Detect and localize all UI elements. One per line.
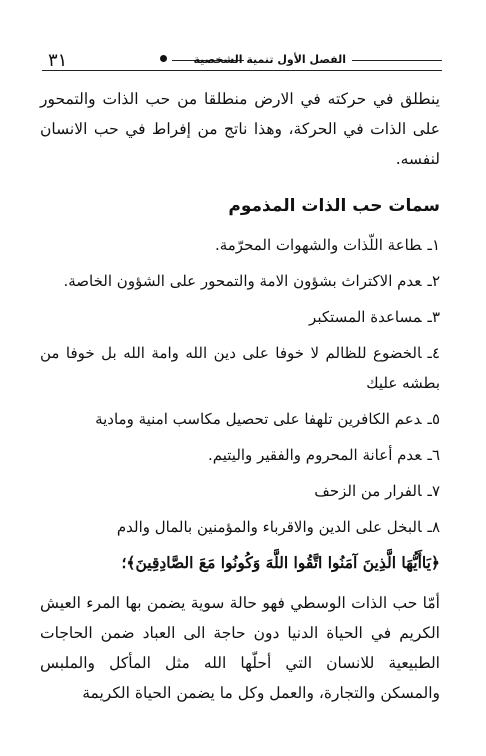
quran-verse: ﴿يَاأَيُّهَا الَّذِينَ آمَنُوا اتَّقُوا اللَّهَ وَكُونُوا مَعَ الصَّادِقِينَ﴾؛	[121, 553, 440, 572]
page-number: ٣١	[48, 50, 68, 71]
list-item	[40, 512, 440, 542]
traits-list	[40, 230, 440, 542]
header-bullet-icon	[160, 55, 167, 62]
item-number: ٤ـ	[427, 344, 440, 362]
item-text: طاعة اللّذات والشهوات المحرّمة.	[214, 236, 422, 254]
item-number: ٢ـ	[427, 272, 440, 290]
item-text: عدم أعانة المحروم والفقير واليتيم.	[207, 446, 422, 464]
item-text: الخضوع للظالم لا خوفا على دين الله وامة الله بل خوفا من بطشه عليك	[40, 344, 440, 392]
intro-paragraph: ينطلق في حركته في الارض منطلقا من حب الذات والتمحور على الذات في الحركة، وهذا ناتج من إفراط في حب الانسان لنفسه.	[40, 90, 440, 168]
item-text: عدم الاكتراث بشؤون الامة والتمحور على الشؤون الخاصة.	[63, 272, 422, 290]
item-text: البخل على الدين والاقرباء والمؤمنين بالمال والدم	[116, 518, 422, 536]
list-item	[40, 266, 440, 296]
chapter-title: الفصل الأول تنمية الشخصية	[193, 53, 346, 66]
item-number: ١ـ	[427, 236, 440, 254]
header-divider	[352, 60, 442, 61]
item-number: ٣ـ	[427, 308, 440, 326]
list-item	[40, 338, 440, 398]
item-number: ٦ـ	[427, 446, 440, 464]
running-header	[42, 52, 442, 74]
item-text: مساعدة المستكبر	[309, 308, 422, 326]
item-text: دعم الكافرين تلهفا على تحصيل مكاسب امنية ومادية	[95, 410, 422, 428]
list-item	[40, 440, 440, 470]
item-number: ٧ـ	[427, 482, 440, 500]
item-number: ٨ـ	[427, 518, 440, 536]
page-content	[40, 84, 440, 708]
list-item	[40, 230, 440, 260]
list-item	[40, 476, 440, 506]
item-number: ٥ـ	[427, 410, 440, 428]
item-text: الفرار من الزحف	[314, 482, 422, 500]
list-item	[40, 302, 440, 332]
closing-paragraph: أمّا حب الذات الوسطي فهو حالة سوية يضمن بها المرء العيش الكريم في الحياة الدنيا دون حاجة الى العباد ضمن الحاجات الطبيعية للانسان التي أحلّها الله مثل المأكل والملبس والمسكن والتجارة، والعمل وكل ما يضمن الحياة الكريمة	[40, 594, 440, 702]
list-item	[40, 404, 440, 434]
section-heading: سمات حب الذات المذموم	[228, 196, 440, 216]
header-rule	[42, 70, 442, 71]
